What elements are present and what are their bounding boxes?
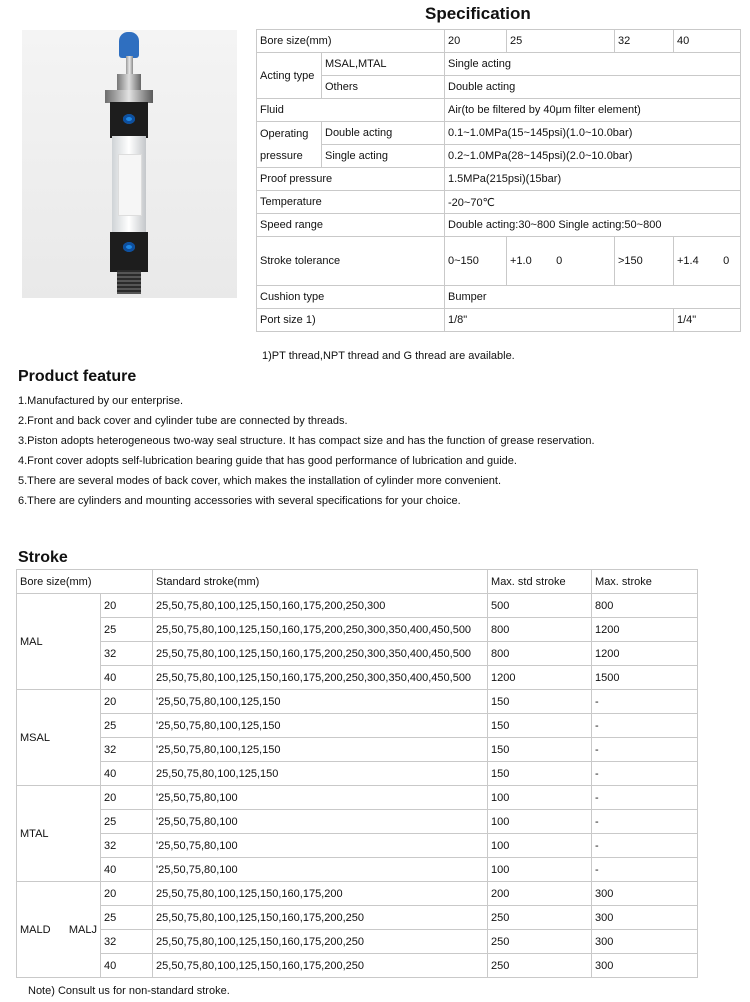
bore-cell: 20 (101, 786, 153, 810)
proof-pressure-label: Proof pressure (257, 168, 445, 191)
max-std-cell: 250 (488, 954, 592, 978)
max-cell: - (592, 714, 698, 738)
bore-cell: 32 (101, 930, 153, 954)
std-stroke-cell: '25,50,75,80,100,125,150 (153, 690, 488, 714)
bore-cell: 25 (101, 714, 153, 738)
bore-cell: 32 (101, 738, 153, 762)
std-stroke-cell: 25,50,75,80,100,125,150,160,175,200,250 (153, 906, 488, 930)
max-std-cell: 800 (488, 618, 592, 642)
model-msal: MSAL (17, 690, 101, 786)
feature-item: 2.Front and back cover and cylinder tube are connected by threads. (18, 415, 348, 427)
max-cell: 1200 (592, 618, 698, 642)
port-size-label: Port size 1) (257, 309, 445, 332)
max-std-cell: 200 (488, 882, 592, 906)
std-stroke-cell: 25,50,75,80,100,125,150,160,175,200,250,300,350,400,450,500 (153, 666, 488, 690)
stroke-footnote: Note) Consult us for non-standard stroke. (28, 985, 230, 997)
proof-pressure-value: 1.5MPa(215psi)(15bar) (445, 168, 741, 191)
spec-row-proof (257, 168, 741, 191)
pressure-value: 0.2~1.0MPa(28~145psi)(2.0~10.0bar) (445, 145, 741, 168)
speed-range-label: Speed range (257, 214, 445, 237)
rod-cap-shape (119, 32, 139, 58)
max-std-cell: 500 (488, 594, 592, 618)
bore-cell: 40 (101, 858, 153, 882)
max-std-cell: 250 (488, 930, 592, 954)
max-std-cell: 150 (488, 714, 592, 738)
max-cell: 800 (592, 594, 698, 618)
spec-row-pressure-single (257, 145, 741, 168)
std-stroke-cell: '25,50,75,80,100 (153, 834, 488, 858)
spec-row-acting-single (257, 53, 741, 76)
specification-table (256, 29, 741, 332)
std-stroke-cell: '25,50,75,80,100,125,150 (153, 738, 488, 762)
temperature-label: Temperature (257, 191, 445, 214)
stroke-range-large: >150 (615, 237, 674, 286)
front-port-shape (123, 114, 135, 124)
bore-25: 25 (507, 30, 615, 53)
max-cell: 300 (592, 930, 698, 954)
std-stroke-cell: 25,50,75,80,100,125,150,160,175,200,250,300,350,400,450,500 (153, 618, 488, 642)
bore-cell: 20 (101, 690, 153, 714)
fluid-value: Air(to be filtered by 40μm filter element) (445, 99, 741, 122)
table-row (17, 810, 698, 834)
spec-row-temperature (257, 191, 741, 214)
max-cell: 300 (592, 906, 698, 930)
spec-row-speed (257, 214, 741, 237)
std-stroke-cell: 25,50,75,80,100,125,150,160,175,200 (153, 882, 488, 906)
std-stroke-cell: '25,50,75,80,100 (153, 786, 488, 810)
table-row (17, 834, 698, 858)
header-max-stroke: Max. stroke (592, 570, 698, 594)
feature-item: 6.There are cylinders and mounting accessories with several specifications for your choice. (18, 495, 461, 507)
feature-item: 4.Front cover adopts self-lubrication bearing guide that has good performance of lubrication and guide. (18, 455, 517, 467)
header-standard-stroke: Standard stroke(mm) (153, 570, 488, 594)
max-std-cell: 800 (488, 642, 592, 666)
std-stroke-cell: '25,50,75,80,100 (153, 858, 488, 882)
max-cell: - (592, 810, 698, 834)
max-cell: - (592, 834, 698, 858)
cushion-type-value: Bumper (445, 286, 741, 309)
max-std-cell: 100 (488, 786, 592, 810)
bore-cell: 40 (101, 666, 153, 690)
stroke-title: Stroke (18, 549, 68, 566)
max-cell: - (592, 858, 698, 882)
pressure-type: Double acting (322, 122, 445, 145)
max-std-cell: 150 (488, 738, 592, 762)
std-stroke-cell: 25,50,75,80,100,125,150,160,175,200,250,300,350,400,450,500 (153, 642, 488, 666)
max-std-cell: 150 (488, 690, 592, 714)
model-mald-malj: MALD MALJ (17, 882, 101, 978)
bore-cell: 20 (101, 594, 153, 618)
bore-cell: 40 (101, 954, 153, 978)
bore-cell: 40 (101, 762, 153, 786)
spec-row-acting-double (257, 76, 741, 99)
operating-pressure-label: Operating pressure (257, 122, 322, 168)
max-std-cell: 100 (488, 810, 592, 834)
acting-type-name: MSAL,MTAL (322, 53, 445, 76)
stroke-range-small: 0~150 (445, 237, 507, 286)
table-row (17, 690, 698, 714)
table-row (17, 714, 698, 738)
max-cell: 1500 (592, 666, 698, 690)
pressure-type: Single acting (322, 145, 445, 168)
bore-cell: 20 (101, 882, 153, 906)
std-stroke-cell: '25,50,75,80,100 (153, 810, 488, 834)
thread-end-shape (117, 270, 141, 294)
tube-label-shape (118, 154, 142, 216)
feature-item: 3.Piston adopts heterogeneous two-way seal structure. It has compact size and has the function of grease reservation. (18, 435, 595, 447)
model-mtal: MTAL (17, 786, 101, 882)
table-row (17, 882, 698, 906)
max-std-cell: 150 (488, 762, 592, 786)
stroke-tolerance-label: Stroke tolerance (257, 237, 445, 286)
bore-cell: 25 (101, 618, 153, 642)
bore-size-label: Bore size(mm) (257, 30, 445, 53)
bore-cell: 25 (101, 906, 153, 930)
feature-item: 5.There are several modes of back cover, which makes the installation of cylinder more convenient. (18, 475, 502, 487)
table-row (17, 906, 698, 930)
back-cover-shape (110, 232, 148, 272)
back-port-shape (123, 242, 135, 252)
speed-range-value: Double acting:30~800 Single acting:50~800 (445, 214, 741, 237)
spec-row-bore (257, 30, 741, 53)
bore-32: 32 (615, 30, 674, 53)
acting-type-label: Acting type (257, 53, 322, 99)
spec-row-cushion (257, 286, 741, 309)
spec-row-stroke-tolerance (257, 237, 741, 286)
port-size-small: 1/8" (445, 309, 674, 332)
product-photo (22, 30, 237, 298)
cushion-type-label: Cushion type (257, 286, 445, 309)
max-cell: 300 (592, 882, 698, 906)
acting-type-name: Others (322, 76, 445, 99)
fluid-label: Fluid (257, 99, 445, 122)
table-row (17, 930, 698, 954)
feature-item: 1.Manufactured by our enterprise. (18, 395, 184, 407)
table-row (17, 666, 698, 690)
specification-title: Specification (425, 4, 531, 23)
spec-footnote: 1)PT thread,NPT thread and G thread are available. (262, 350, 515, 362)
max-cell: - (592, 786, 698, 810)
max-cell: - (592, 690, 698, 714)
stroke-table (16, 569, 698, 978)
max-cell: - (592, 738, 698, 762)
model-mal: MAL (17, 594, 101, 690)
stroke-tolerance-small: +1.0 0 (507, 237, 615, 286)
max-std-cell: 100 (488, 834, 592, 858)
port-size-large: 1/4" (674, 309, 741, 332)
std-stroke-cell: '25,50,75,80,100,125,150 (153, 714, 488, 738)
feature-list (18, 391, 595, 511)
bore-20: 20 (445, 30, 507, 53)
header-bore-size: Bore size(mm) (17, 570, 153, 594)
spec-row-pressure-double (257, 122, 741, 145)
std-stroke-cell: 25,50,75,80,100,125,150,160,175,200,250 (153, 930, 488, 954)
table-row (17, 738, 698, 762)
product-feature-title: Product feature (18, 368, 137, 385)
table-row (17, 858, 698, 882)
bore-40: 40 (674, 30, 741, 53)
table-row (17, 642, 698, 666)
acting-type-value: Single acting (445, 53, 741, 76)
stroke-header-row (17, 570, 698, 594)
temperature-value: -20~70℃ (445, 191, 741, 214)
stroke-tolerance-large: +1.4 0 (674, 237, 741, 286)
max-cell: - (592, 762, 698, 786)
std-stroke-cell: 25,50,75,80,100,125,150,160,175,200,250 (153, 954, 488, 978)
max-cell: 300 (592, 954, 698, 978)
table-row (17, 954, 698, 978)
max-cell: 1200 (592, 642, 698, 666)
spec-row-port (257, 309, 741, 332)
std-stroke-cell: 25,50,75,80,100,125,150,160,175,200,250,300 (153, 594, 488, 618)
max-std-cell: 1200 (488, 666, 592, 690)
table-row (17, 618, 698, 642)
bore-cell: 25 (101, 810, 153, 834)
spec-row-fluid (257, 99, 741, 122)
header-max-std-stroke: Max. std stroke (488, 570, 592, 594)
bore-cell: 32 (101, 834, 153, 858)
max-std-cell: 100 (488, 858, 592, 882)
pressure-value: 0.1~1.0MPa(15~145psi)(1.0~10.0bar) (445, 122, 741, 145)
std-stroke-cell: 25,50,75,80,100,125,150 (153, 762, 488, 786)
acting-type-value: Double acting (445, 76, 741, 99)
max-std-cell: 250 (488, 906, 592, 930)
bore-cell: 32 (101, 642, 153, 666)
table-row (17, 594, 698, 618)
table-row (17, 762, 698, 786)
table-row (17, 786, 698, 810)
